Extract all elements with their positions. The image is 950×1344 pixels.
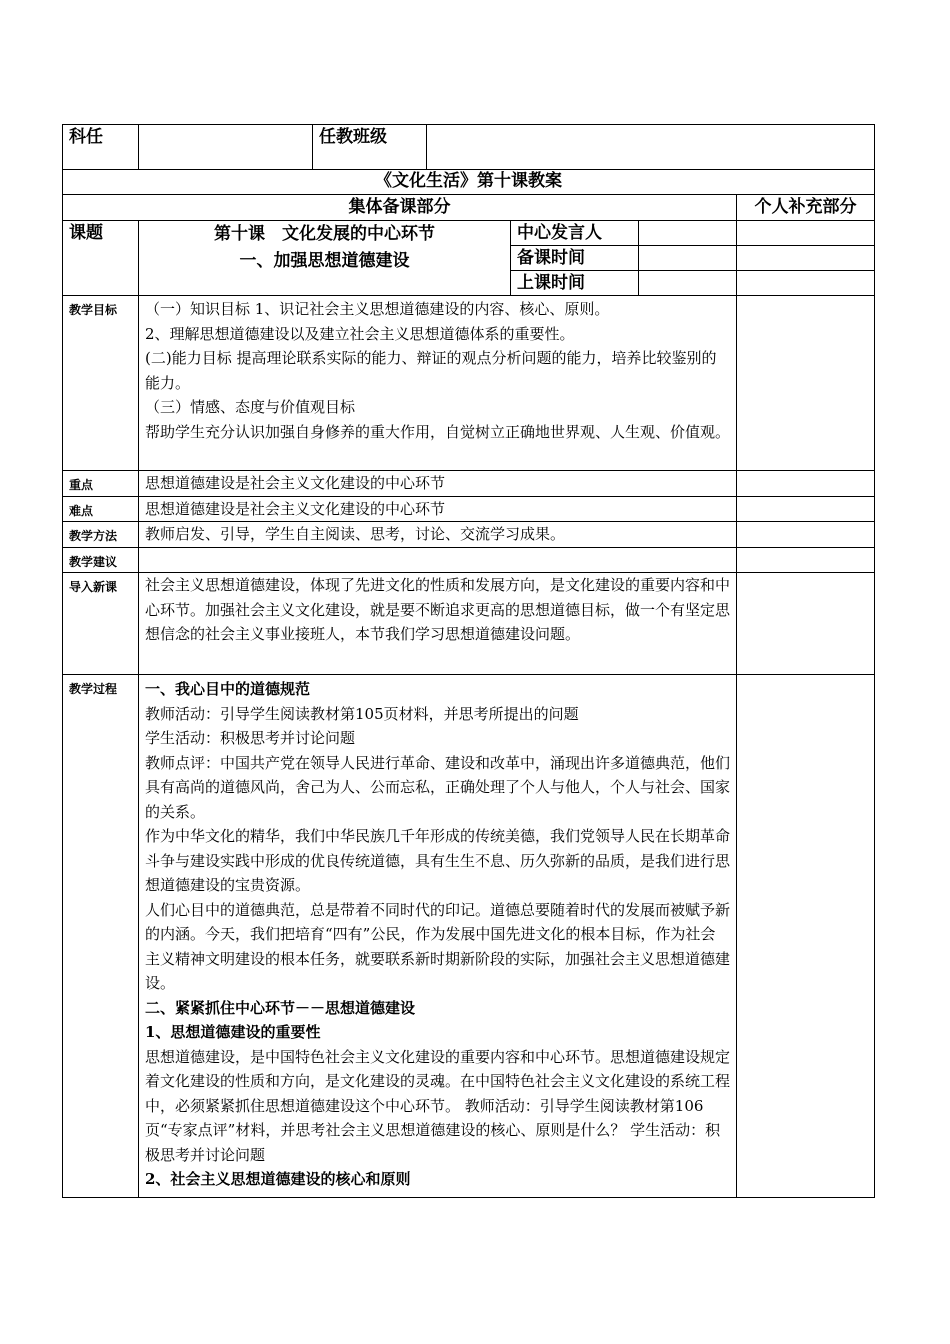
topic-line-1: 第十课 文化发展的中心环节 — [214, 224, 435, 244]
method-label: 教学方法 — [63, 522, 139, 548]
intro-content: 社会主义思想道德建设，体现了先进文化的性质和发展方向，是文化建设的重要内容和中心环节。加强社会主义文化建设，就是要不断追求更高的思想道德目标，做一个有坚定思想信念的社会主义事业接班人，本节我们学习思想道德建设问题。 — [139, 573, 737, 675]
process-paragraph: 思想道德建设，是中国特色社会主义文化建设的重要内容和中心环节。思想道德建设规定着文化建设的性质和方向，是文化建设的灵魂。在中国特色社会主义文化建设的系统工程中，必须紧紧抓住思想道德建设这个中心环节。 教师活动：引导学生阅读教材第106页“专家点评”材料，并思考社会主义思想道德建设的核心、原则是什么？ 学生活动：积极思考并讨论问题 — [145, 1047, 731, 1164]
goal-line: （一）知识目标 1、识记社会主义思想道德建设的内容、核心、原则。 — [145, 300, 610, 318]
topic-line-2: 一、加强思想道德建设 — [239, 251, 410, 271]
class-time-personal[interactable] — [737, 271, 875, 296]
process-label: 教学过程 — [63, 675, 139, 1198]
prep-time-label: 备课时间 — [511, 246, 639, 271]
process-personal[interactable] — [737, 675, 875, 1198]
speaker-personal[interactable] — [737, 221, 875, 246]
lesson-plan-table — [62, 124, 875, 1198]
key-point-label: 重点 — [63, 471, 139, 497]
process-paragraph: 教师活动：引导学生阅读教材第105页材料，并思考所提出的问题 — [145, 704, 579, 723]
personal-supplement-header: 个人补充部分 — [737, 195, 875, 221]
speaker-value[interactable] — [639, 221, 737, 246]
goals-content — [139, 296, 737, 471]
goal-line: （三）情感、态度与价值观目标 — [145, 398, 356, 416]
method-personal[interactable] — [737, 522, 875, 548]
intro-personal[interactable] — [737, 573, 875, 675]
goal-line: 2、理解思想道德建设以及建立社会主义思想道德体系的重要性。 — [145, 324, 575, 343]
goal-line: 帮助学生充分认识加强自身修养的重大作用，自觉树立正确地世界观、人生观、价值观。 — [145, 422, 731, 441]
prep-time-personal[interactable] — [737, 246, 875, 271]
prep-time-value[interactable] — [639, 246, 737, 271]
subsection-heading: 2、社会主义思想道德建设的核心和原则 — [145, 1170, 411, 1188]
class-label: 任教班级 — [313, 125, 427, 170]
speaker-label: 中心发言人 — [511, 221, 639, 246]
topic-label: 课题 — [63, 221, 139, 296]
class-time-value[interactable] — [639, 271, 737, 296]
key-point-value: 思想道德建设是社会主义文化建设的中心环节 — [139, 471, 737, 497]
intro-label: 导入新课 — [63, 573, 139, 675]
goal-line: (二)能力目标 提高理论联系实际的能力、辩证的观点分析问题的能力，培养比较鉴别的能力。 — [145, 349, 717, 392]
topic-content — [139, 221, 511, 296]
process-paragraph: 人们心目中的道德典范，总是带着不同时代的印记。道德总要随着时代的发展而被赋予新的内涵。今天，我们把培育“四有”公民，作为发展中国先进文化的根本目标，作为社会主义精神文明建设的根本任务，就要联系新时期新阶段的实际，加强社会主义思想道德建设。 — [145, 900, 731, 992]
collective-prep-header: 集体备课部分 — [63, 195, 737, 221]
subject-value[interactable] — [139, 125, 313, 170]
difficulty-personal[interactable] — [737, 496, 875, 522]
section-heading: 一、我心目中的道德规范 — [145, 680, 311, 698]
goals-label: 教学目标 — [63, 296, 139, 471]
document-title: 《文化生活》第十课教案 — [63, 170, 875, 195]
difficulty-value: 思想道德建设是社会主义文化建设的中心环节 — [139, 496, 737, 522]
goals-personal[interactable] — [737, 296, 875, 471]
key-point-personal[interactable] — [737, 471, 875, 497]
suggestion-label: 教学建议 — [63, 548, 139, 573]
class-value[interactable] — [427, 125, 875, 170]
method-value: 教师启发、引导，学生自主阅读、思考，讨论、交流学习成果。 — [139, 522, 737, 548]
suggestion-value[interactable] — [139, 548, 737, 573]
subsection-heading: 1、思想道德建设的重要性 — [145, 1023, 321, 1041]
suggestion-personal[interactable] — [737, 548, 875, 573]
difficulty-label: 难点 — [63, 496, 139, 522]
lesson-plan-page — [62, 124, 874, 1198]
process-content — [139, 675, 737, 1198]
section-heading: 二、紧紧抓住中心环节－－思想道德建设 — [145, 998, 416, 1017]
process-paragraph: 学生活动：积极思考并讨论问题 — [145, 729, 356, 747]
process-paragraph: 教师点评：中国共产党在领导人民进行革命、建设和改革中，涌现出许多道德典范，他们具有高尚的道德风尚，舍己为人、公而忘私，正确处理了个人与他人，个人与社会、国家的关系。 — [145, 753, 731, 821]
process-paragraph: 作为中华文化的精华，我们中华民族几千年形成的传统美德，我们党领导人民在长期革命斗争与建设实践中形成的优良传统道德，具有生生不息、历久弥新的品质，是我们进行思想道德建设的宝贵资源。 — [145, 827, 731, 894]
class-time-label: 上课时间 — [511, 271, 639, 296]
subject-label: 科任 — [63, 125, 139, 170]
